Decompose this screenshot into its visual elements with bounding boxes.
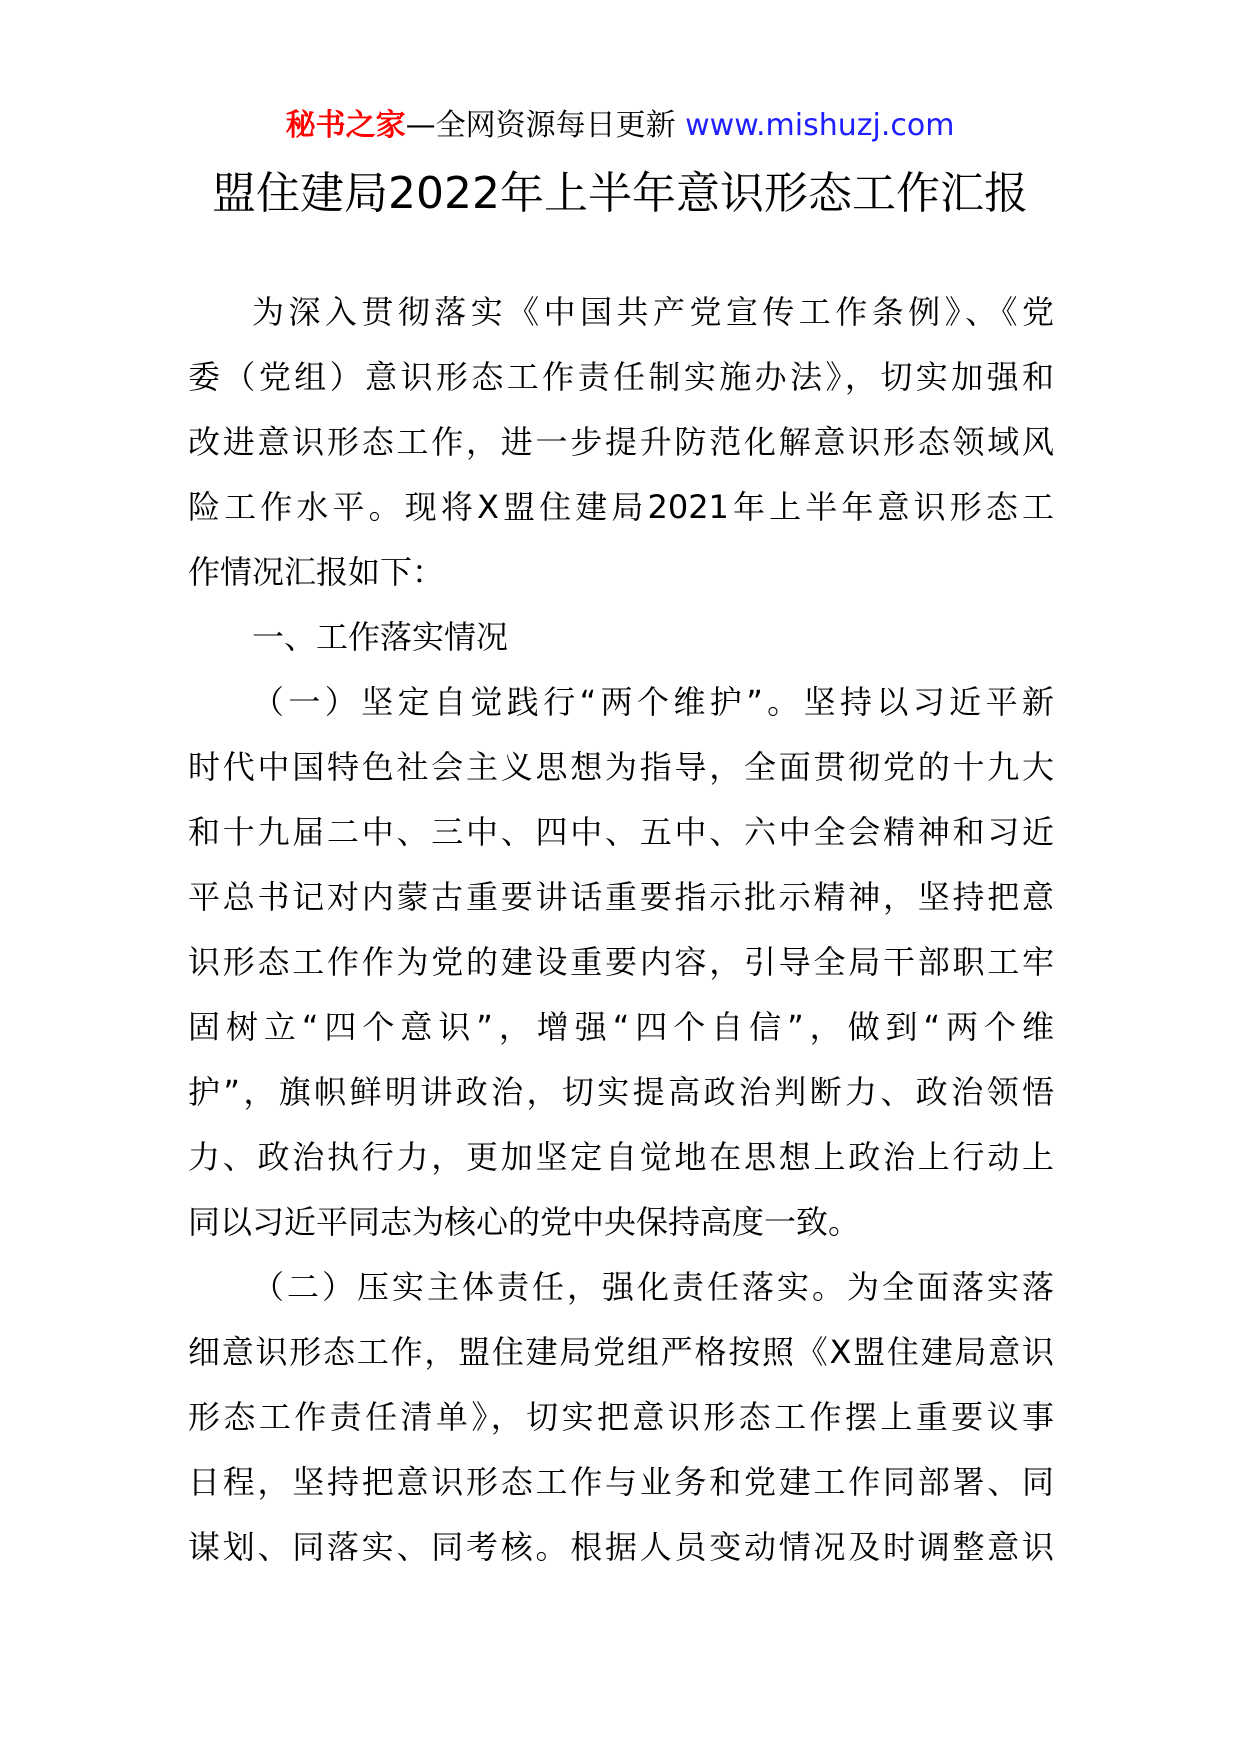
- paragraph-line: 识形态工作作为党的建设重要内容，引导全局干部职工牢: [188, 943, 1054, 981]
- paragraph-line: 险工作水平。现将X盟住建局2021年上半年意识形态工: [188, 488, 1054, 526]
- paragraph-line: （二）压实主体责任，强化责任落实。为全面落实落: [252, 1268, 1054, 1306]
- paragraph-line: 同以习近平同志为核心的党中央保持高度一致。: [188, 1203, 861, 1241]
- section-heading: 一、工作落实情况: [252, 618, 509, 656]
- paragraph-line: 和十九届二中、三中、四中、五中、六中全会精神和习近: [188, 813, 1054, 851]
- paragraph-line: 日程，坚持把意识形态工作与业务和党建工作同部署、同: [188, 1463, 1054, 1501]
- paragraph-line: 力、政治执行力，更加坚定自觉地在思想上政治上行动上: [188, 1138, 1054, 1176]
- banner-tagline: —全网资源每日更新: [405, 108, 686, 143]
- watermark-banner: [0, 104, 1240, 148]
- document-body: [188, 292, 1054, 1592]
- paragraph-line: 固树立“四个意识”，增强“四个自信”，做到“两个维: [188, 1008, 1054, 1046]
- paragraph-line: 护”，旗帜鲜明讲政治，切实提高政治判断力、政治领悟: [188, 1073, 1054, 1111]
- paragraph-line: 形态工作责任清单》，切实把意识形态工作摆上重要议事: [188, 1398, 1054, 1436]
- paragraph-line: 平总书记对内蒙古重要讲话重要指示批示精神，坚持把意: [188, 878, 1054, 916]
- brand-name: 秘书之家: [285, 108, 406, 143]
- paragraph-line: 为深入贯彻落实《中国共产党宣传工作条例》、《党: [252, 293, 1054, 331]
- document-title: 盟住建局2022年上半年意识形态工作汇报: [212, 168, 1028, 219]
- paragraph-line: （一）坚定自觉践行“两个维护”。坚持以习近平新: [252, 683, 1054, 721]
- paragraph-line: 委（党组）意识形态工作责任制实施办法》，切实加强和: [188, 358, 1054, 396]
- paragraph-line: 谋划、同落实、同考核。根据人员变动情况及时调整意识: [188, 1528, 1054, 1566]
- website-url[interactable]: www.mishuzj.com: [685, 108, 955, 143]
- paragraph-line: 细意识形态工作，盟住建局党组严格按照《X盟住建局意识: [188, 1333, 1054, 1371]
- paragraph-line: 作情况汇报如下：: [188, 553, 445, 591]
- paragraph-line: 时代中国特色社会主义思想为指导，全面贯彻党的十九大: [188, 748, 1054, 786]
- paragraph-line: 改进意识形态工作，进一步提升防范化解意识形态领域风: [188, 423, 1054, 461]
